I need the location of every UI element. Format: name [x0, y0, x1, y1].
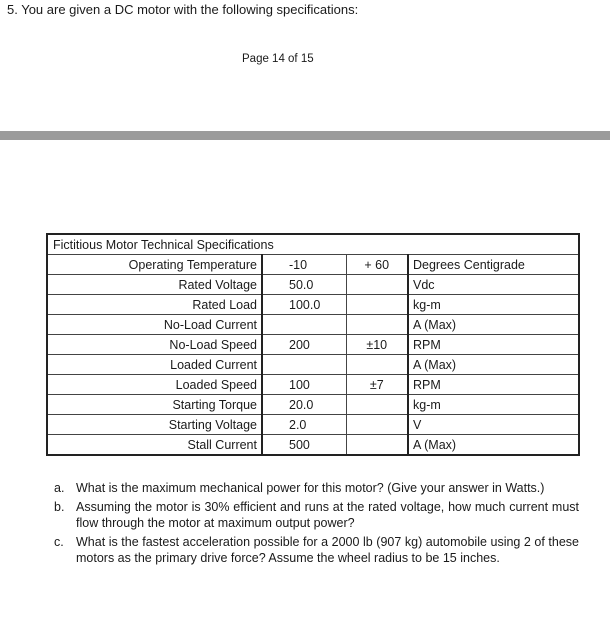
- table-row: [47, 315, 579, 335]
- spec-tolerance-cell: [346, 295, 408, 315]
- subquestion-text: What is the maximum mechanical power for this motor? (Give your answer in Watts.): [76, 481, 545, 495]
- spec-value-cell: 2.0: [262, 415, 346, 435]
- table-row: [47, 335, 579, 355]
- spec-value-cell: 20.0: [262, 395, 346, 415]
- subquestion-item: [54, 534, 579, 567]
- spec-tolerance-cell: + 60: [346, 255, 408, 275]
- spec-tolerance-cell: [346, 415, 408, 435]
- table-row: [47, 435, 579, 456]
- spec-param-cell: No-Load Speed: [47, 335, 262, 355]
- spec-param-cell: Stall Current: [47, 435, 262, 456]
- spec-param-cell: Loaded Current: [47, 355, 262, 375]
- spec-unit-cell: kg-m: [408, 295, 579, 315]
- table-row: [47, 375, 579, 395]
- spec-value-cell: 50.0: [262, 275, 346, 295]
- spec-tolerance-cell: ±10: [346, 335, 408, 355]
- spec-value-cell: [262, 355, 346, 375]
- spec-param-cell: Starting Voltage: [47, 415, 262, 435]
- spec-unit-cell: RPM: [408, 335, 579, 355]
- spec-value-cell: [262, 315, 346, 335]
- spec-param-cell: No-Load Current: [47, 315, 262, 335]
- spec-tolerance-cell: [346, 435, 408, 456]
- spec-value-cell: 500: [262, 435, 346, 456]
- spec-unit-cell: V: [408, 415, 579, 435]
- spec-unit-cell: A (Max): [408, 435, 579, 456]
- subquestion-item: [54, 499, 579, 532]
- page-divider: [0, 131, 610, 140]
- spec-value-cell: -10: [262, 255, 346, 275]
- spec-param-cell: Operating Temperature: [47, 255, 262, 275]
- spec-table-container: [46, 233, 578, 456]
- table-row: [47, 295, 579, 315]
- spec-param-cell: Rated Voltage: [47, 275, 262, 295]
- table-row: [47, 415, 579, 435]
- spec-param-cell: Starting Torque: [47, 395, 262, 415]
- table-row: [47, 275, 579, 295]
- spec-tolerance-cell: [346, 355, 408, 375]
- subquestion-marker: a.: [54, 481, 65, 495]
- subquestion-marker: b.: [54, 499, 65, 514]
- spec-tolerance-cell: [346, 275, 408, 295]
- spec-unit-cell: Vdc: [408, 275, 579, 295]
- question-title: 5. You are given a DC motor with the following specifications:: [7, 2, 359, 17]
- table-row: [47, 355, 579, 375]
- spec-tolerance-cell: ±7: [346, 375, 408, 395]
- subquestion-list: [54, 480, 579, 569]
- spec-value-cell: 100.0: [262, 295, 346, 315]
- spec-unit-cell: kg-m: [408, 395, 579, 415]
- spec-unit-cell: A (Max): [408, 315, 579, 335]
- spec-tolerance-cell: [346, 315, 408, 335]
- subquestion-text: Assuming the motor is 30% efficient and runs at the rated voltage, how much current must flow through the motor at maximum output power?: [76, 499, 579, 530]
- spec-param-cell: Rated Load: [47, 295, 262, 315]
- spec-param-cell: Loaded Speed: [47, 375, 262, 395]
- table-caption: Fictitious Motor Technical Specifications: [47, 234, 579, 255]
- subquestion-item: [54, 480, 579, 497]
- subquestion-marker: c.: [54, 534, 64, 549]
- spec-value-cell: 100: [262, 375, 346, 395]
- spec-unit-cell: A (Max): [408, 355, 579, 375]
- table-row: [47, 395, 579, 415]
- spec-unit-cell: Degrees Centigrade: [408, 255, 579, 275]
- subquestion-text: What is the fastest acceleration possible for a 2000 lb (907 kg) automobile using 2 of these motors as the primary drive force? Assume the wheel radius to be 15 inches.: [76, 534, 579, 565]
- spec-value-cell: 200: [262, 335, 346, 355]
- table-row: [47, 255, 579, 275]
- spec-tolerance-cell: [346, 395, 408, 415]
- page-number: Page 14 of 15: [242, 53, 314, 65]
- spec-table: [46, 233, 580, 456]
- spec-unit-cell: RPM: [408, 375, 579, 395]
